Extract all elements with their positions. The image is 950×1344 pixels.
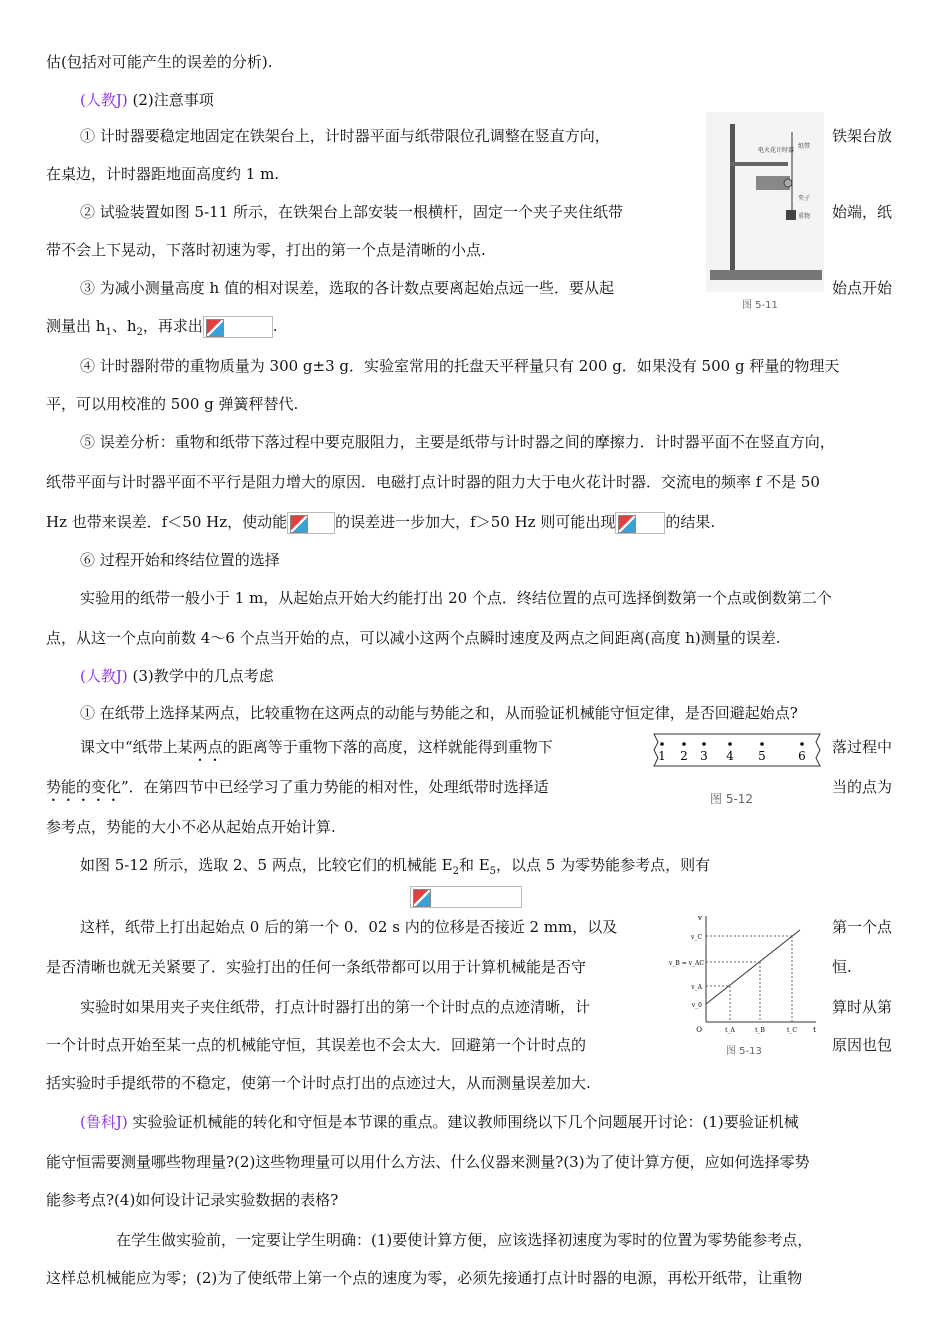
- figure-5-12: [650, 730, 826, 810]
- text-line: 第一个点: [832, 918, 893, 936]
- tape-point-label: 1: [658, 749, 666, 763]
- formula-image: [287, 512, 335, 534]
- text-line: [46, 512, 715, 534]
- tape-point: [702, 742, 706, 746]
- text-line: 平，可以用校准的 500 g 弹簧秤替代.: [46, 395, 299, 413]
- section-heading: [80, 1112, 799, 1132]
- y-axis-label: v: [698, 914, 702, 922]
- text-line: 实验时如果用夹子夹住纸带，打点计时器打出的第一个计时点的点迹清晰，计: [80, 998, 591, 1016]
- figure-5-11: [706, 112, 824, 312]
- text-line: 原因也包: [832, 1036, 893, 1054]
- source-tag: (鲁科J): [80, 1113, 128, 1131]
- figure-caption: 图 5-11: [742, 300, 778, 311]
- tape-point-label: 2: [680, 749, 688, 763]
- apparatus-diagram: [706, 112, 824, 292]
- figure-caption: 图 5-13: [726, 1046, 762, 1057]
- source-tag: (人教J): [80, 91, 128, 109]
- text-fragment: 的距离等于重物下落的高度，这样就能得到重物下: [222, 738, 553, 756]
- text-fragment: 和 E: [458, 856, 490, 874]
- text-fragment: 的误差进一步加大，f＞50 Hz 则可能出现: [335, 513, 616, 531]
- origin-label: O: [696, 1026, 702, 1034]
- text-line: 括实验时手提纸带的不稳定，使第一个计时点打出的点迹过大，从而测量误差加大.: [46, 1074, 591, 1092]
- text-line: 一个计时点开始至某一点的机械能守恒，其误差也不会太大．回避第一个计时点的: [46, 1036, 587, 1054]
- text-fragment: Hz 也带来误差．f＜50 Hz，使动能: [46, 513, 288, 531]
- tape-point-label: 6: [798, 749, 806, 763]
- vt-graph: [669, 912, 822, 1038]
- text-line: [80, 737, 553, 765]
- text-fragment: 、h: [111, 317, 137, 335]
- tape-point: [800, 742, 804, 746]
- label-timer: 电火花计时器: [758, 147, 795, 154]
- text-line: 始点开始: [832, 279, 893, 297]
- text-line: 算时从第: [832, 998, 893, 1016]
- text-line: 参考点，势能的大小不必从起始点开始计算.: [46, 818, 336, 836]
- text-line: 这样，纸带上打出起始点 0 后的第一个 0．02 s 内的位移是否接近 2 mm，以及: [80, 918, 618, 936]
- text-line: [46, 777, 549, 805]
- text-line: 在桌边，计时器距地面高度约 1 m.: [46, 165, 280, 183]
- tape-point: [760, 742, 764, 746]
- label-tape: 纸带: [798, 143, 811, 150]
- figure-5-13: [669, 912, 822, 1062]
- text-line: ① 在纸带上选择某两点，比较重物在这两点的动能与势能之和，从而验证机械能守恒定律，是否回避起始点?: [80, 704, 798, 722]
- broken-image-icon: [413, 889, 431, 907]
- text-fragment: 课文中“纸带上某: [80, 738, 193, 756]
- tape-point: [728, 742, 732, 746]
- broken-image-icon: [290, 515, 308, 533]
- text-line: 带不会上下晃动，下落时初速为零，打出的第一个点是清晰的小点.: [46, 241, 486, 259]
- section-heading: [80, 90, 214, 110]
- text-line: ② 试验装置如图 5-11 所示，在铁架台上部安装一根横杆，固定一个夹子夹住纸带: [80, 203, 624, 221]
- tape-point-label: 4: [726, 749, 734, 763]
- tape-point-label: 5: [758, 749, 766, 763]
- section-heading: [80, 666, 274, 686]
- text-line: 这样总机械能应为零；(2)为了使纸带上第一个点的速度为零，必须先接通打点计时器的电源，再松开纸带，让重物: [46, 1269, 803, 1287]
- text-line: 始端，纸: [832, 203, 893, 221]
- heading-text: 实验验证机械能的转化和守恒是本节课的重点。建议教师围绕以下几个问题展开讨论：(1)要验证机械: [127, 1113, 799, 1131]
- text-fragment: ，再求出: [142, 317, 203, 335]
- figure-caption: 图 5-12: [710, 792, 754, 806]
- text-fragment: 两点: [192, 738, 223, 756]
- tape-point-label: 3: [700, 749, 708, 763]
- text-line: 能守恒需要测量哪些物理量?(2)这些物理量可以用什么方法、什么仪器来测量?(3)为了使计算方便，应如何选择零势: [46, 1153, 810, 1171]
- text-fragment: 测量出 h: [46, 317, 106, 335]
- tape-point: [660, 742, 664, 746]
- formula-image: [203, 316, 273, 338]
- heading-text: (3)教学中的几点考虑: [127, 667, 274, 685]
- text-line: 落过程中: [832, 738, 893, 756]
- broken-image-icon: [206, 319, 224, 337]
- text-fragment: ”．在第四节中已经学习了重力势能的相对性，处理纸带时选择适: [121, 778, 549, 796]
- text-line: 恒.: [832, 958, 852, 976]
- text-fragment: ，以点 5 为零势能参考点，则有: [496, 856, 711, 874]
- text-line: 实验用的纸带一般小于 1 m，从起始点开始大约能打出 20 个点．终结位置的点可选择倒数第一个点或倒数第二个: [80, 589, 832, 607]
- x-tick-label: t_C: [786, 1027, 798, 1034]
- text-line: ① 计时器要稳定地固定在铁架台上，计时器平面与纸带限位孔调整在竖直方向，: [80, 127, 610, 145]
- text-line: 点，从这一个点向前数 4～6 个点当开始的点，可以减小这两个点瞬时速度及两点之间距离(高度 h)测量的误差.: [46, 629, 781, 647]
- text-fragment: 势能的变化: [46, 778, 122, 796]
- x-axis-label: t: [813, 1026, 816, 1034]
- subscript: 2: [136, 327, 143, 338]
- y-tick-label: v_A: [691, 984, 702, 991]
- heading-text: (2)注意事项: [127, 91, 214, 109]
- text-fragment: 如图 5-12 所示，选取 2、5 两点，比较它们的机械能 E: [80, 856, 453, 874]
- y-tick-label: v_B = v_AC: [669, 960, 704, 967]
- y-tick-label: v_C: [691, 934, 702, 941]
- broken-image-icon: [618, 515, 636, 533]
- text-fragment: 的结果.: [665, 513, 716, 531]
- text-line: 估(包括对可能产生的误差的分析).: [46, 53, 273, 71]
- x-tick-label: t_A: [725, 1027, 735, 1034]
- tape-diagram: [650, 730, 826, 774]
- text-line: 在学生做实验前，一定要让学生明确：(1)要使计算方便，应该选择初速度为零时的位置为零势能参考点，: [116, 1231, 813, 1249]
- y-tick-label: v_0: [691, 1002, 702, 1009]
- text-line: [80, 855, 710, 882]
- text-line: 是否清晰也就无关紧要了．实验打出的任何一条纸带都可以用于计算机械能是否守: [46, 958, 587, 976]
- label-clip: 夹子: [798, 195, 811, 202]
- label-weight: 重物: [798, 213, 811, 220]
- text-line: ③ 为减小测量高度 h 值的相对误差，选取的各计数点要离起始点远一些．要从起: [80, 279, 614, 297]
- tape-point: [682, 742, 686, 746]
- equation-image: [410, 886, 522, 908]
- text-line: 铁架台放: [832, 127, 893, 145]
- text-line: 纸带平面与计时器平面不平行是阻力增大的原因．电磁打点计时器的阻力大于电火花计时器．交流电的频率 f 不是 50: [46, 473, 820, 491]
- source-tag: (人教J): [80, 667, 128, 685]
- formula-image: [615, 512, 665, 534]
- text-line: ⑥ 过程开始和终结位置的选择: [80, 551, 280, 569]
- x-tick-label: t_B: [755, 1027, 765, 1034]
- text-line: 能参考点?(4)如何设计记录实验数据的表格?: [46, 1191, 339, 1209]
- text-line: 当的点为: [832, 778, 893, 796]
- text-line: ⑤ 误差分析：重物和纸带下落过程中要克服阻力，主要是纸带与计时器之间的摩擦力．计时器平面不在竖直方向，: [80, 433, 835, 451]
- subscript: 1: [105, 327, 112, 338]
- text-line: [46, 316, 278, 343]
- subscript: 2: [452, 866, 459, 877]
- text-line: ④ 计时器附带的重物质量为 300 g±3 g．实验室常用的托盘天平秤量只有 200 g．如果没有 500 g 秤量的物理天: [80, 357, 840, 375]
- text-fragment: .: [272, 317, 278, 335]
- subscript: 5: [489, 866, 497, 877]
